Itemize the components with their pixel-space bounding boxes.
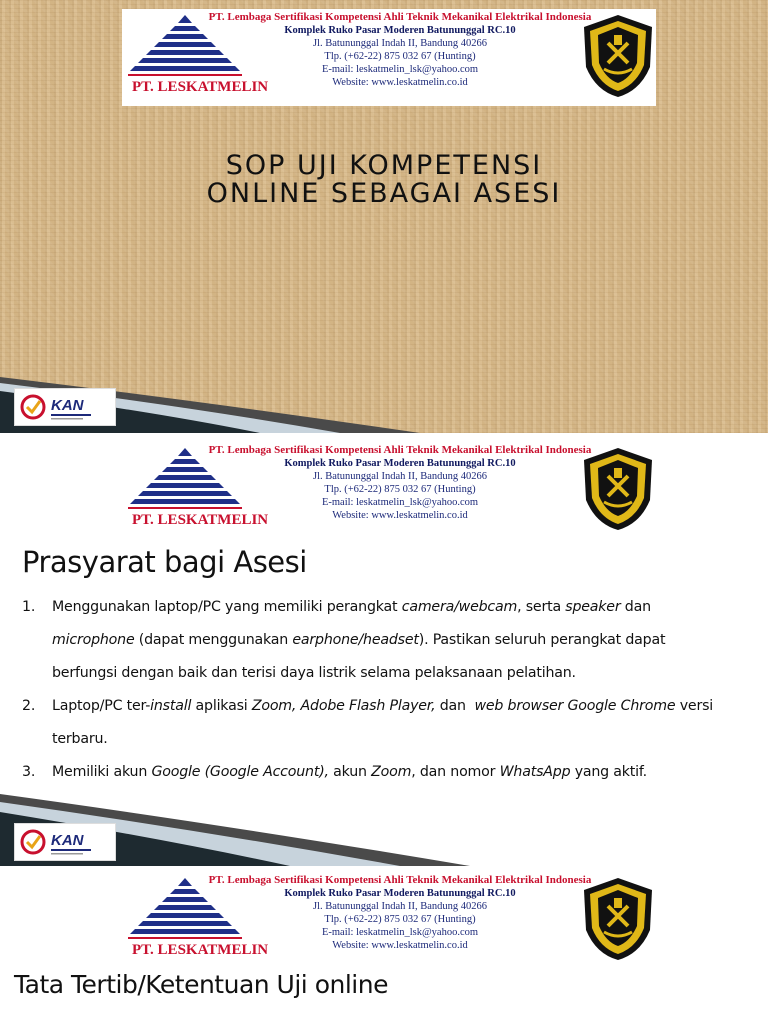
address-line-1: Komplek Ruko Pasar Moderen Batununggal RC.10 [284,25,516,36]
slide-1-title [0,152,768,208]
slide-2-heading: Prasyarat bagi Asesi [22,545,307,579]
seal-icon [580,876,656,962]
kan-accreditation-logo [14,388,116,426]
phone-line: Tlp. (+62-22) 875 032 67 (Hunting) [324,484,476,495]
company-line: PT. Lembaga Sertifikasi Kompetensi Ahli Teknik Mekanikal Elektrikal Indonesia [208,874,592,886]
slide-3 [0,866,768,1024]
website-line: Website: www.leskatmelin.co.id [332,940,468,951]
slide-2 [0,433,768,866]
list-item: 1. Menggunakan laptop/PC yang memiliki perangkat camera/webcam, serta speaker dan microphone (dapat menggunakan earphone/headset). Pastikan seluruh perangkat dapat berfungsi dengan baik dan terisi daya listrik selama pelaksanaan pelatihan. [22,591,732,690]
slide-1 [0,0,768,433]
website-line: Website: www.leskatmelin.co.id [332,510,468,521]
phone-line: Tlp. (+62-22) 875 032 67 (Hunting) [324,51,476,62]
brand-name: PT. LESKATMELIN [132,942,269,958]
email-line: E-mail: leskatmelin_lsk@yahoo.com [321,497,479,508]
website-line: Website: www.leskatmelin.co.id [332,77,468,88]
brand-name: PT. LESKATMELIN [132,512,269,528]
item-number: 2. [22,698,36,714]
prerequisite-list [22,591,732,789]
item-number: 3. [22,764,36,780]
letterhead [122,9,656,106]
kan-label: KAN [51,397,84,414]
list-item: 3. Memiliki akun Google (Google Account), akun Zoom, dan nomor WhatsApp yang aktif. [22,756,732,789]
address-line-2: Jl. Batununggal Indah II, Bandung 40266 [312,901,488,912]
kan-icon [15,389,115,425]
kan-label: KAN [51,832,84,849]
letterhead [122,442,656,539]
address-line-2: Jl. Batununggal Indah II, Bandung 40266 [312,471,488,482]
brand-name: PT. LESKATMELIN [132,79,269,95]
letterhead [122,872,656,969]
letterhead-text [206,11,594,89]
list-item: 2. Laptop/PC ter-install aplikasi Zoom, Adobe Flash Player, dan web browser Google Chrome versi terbaru. [22,690,732,756]
title-line-2: ONLINE SEBAGAI ASESI [206,178,562,209]
seal-icon [580,446,656,532]
slide-3-heading: Tata Tertib/Ketentuan Uji online [14,970,388,999]
item-number: 1. [22,599,36,615]
phone-line: Tlp. (+62-22) 875 032 67 (Hunting) [324,914,476,925]
letterhead-text [206,874,594,952]
address-line-1: Komplek Ruko Pasar Moderen Batununggal RC.10 [284,458,516,469]
email-line: E-mail: leskatmelin_lsk@yahoo.com [321,927,479,938]
letterhead-text [206,444,594,522]
seal-icon [580,13,656,99]
address-line-2: Jl. Batununggal Indah II, Bandung 40266 [312,38,488,49]
email-line: E-mail: leskatmelin_lsk@yahoo.com [321,64,479,75]
kan-icon [15,824,115,860]
title-line-1: SOP UJI KOMPETENSI [225,150,543,181]
company-line: PT. Lembaga Sertifikasi Kompetensi Ahli Teknik Mekanikal Elektrikal Indonesia [208,11,592,23]
address-line-1: Komplek Ruko Pasar Moderen Batununggal RC.10 [284,888,516,899]
kan-accreditation-logo [14,823,116,861]
company-line: PT. Lembaga Sertifikasi Kompetensi Ahli Teknik Mekanikal Elektrikal Indonesia [208,444,592,456]
